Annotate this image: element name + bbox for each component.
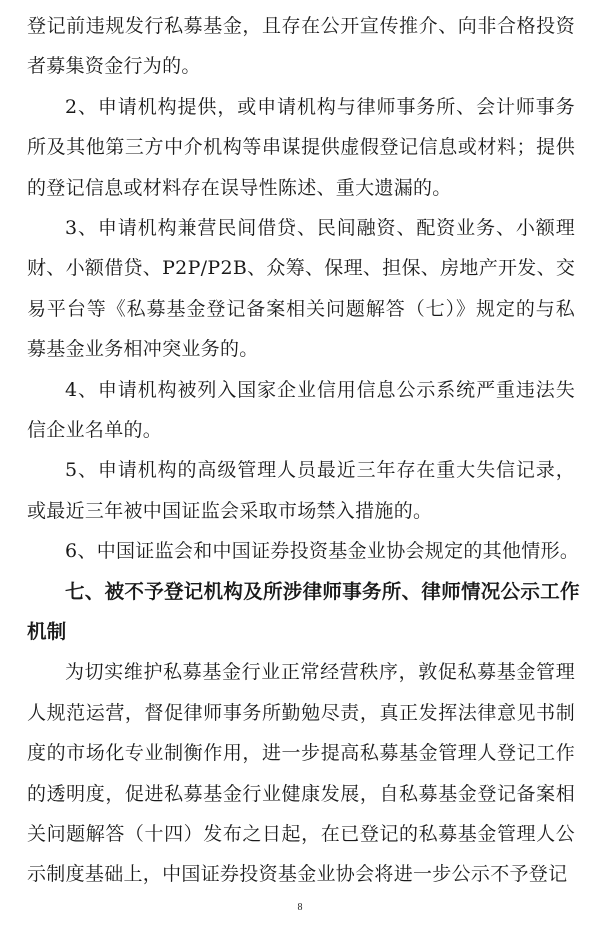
- text-line: 募基金业务相冲突业务的。: [27, 338, 259, 361]
- text-line: 关问题解答（十四）发布之日起，在已登记的私募基金管理人公: [27, 823, 575, 845]
- heading-line: 机制: [27, 620, 67, 643]
- text-line: 财、小额借贷、P2P/P2B、众筹、保理、担保、房地产开发、交: [27, 257, 576, 280]
- text-line: 所及其他第三方中介机构等串谋提供虚假登记信息或材料；提供: [27, 136, 575, 159]
- heading-line: 七、被不予登记机构及所涉律师事务所、律师情况公示工作: [65, 579, 580, 603]
- text-line: 4、申请机构被列入国家企业信用信息公示系统严重违法失: [65, 378, 575, 401]
- text-line: 或最近三年被中国证监会采取市场禁入措施的。: [27, 499, 433, 522]
- text-line: 示制度基础上，中国证券投资基金业协会将进一步公示不予登记: [27, 863, 568, 886]
- text-line: 易平台等《私募基金登记备案相关问题解答（七）》规定的与私: [27, 297, 575, 320]
- text-line: 登记前违规发行私募基金，且存在公开宣传推介、向非合格投资: [27, 15, 575, 37]
- page-number: 8: [297, 902, 303, 913]
- text-line: 人规范运营，督促律师事务所勤勉尽责，真正发挥法律意见书制: [27, 701, 575, 724]
- text-line: 的登记信息或材料存在误导性陈述、重大遗漏的。: [27, 176, 452, 199]
- text-line: 的透明度，促进私募基金行业健康发展，自私募基金登记备案相: [27, 782, 575, 805]
- text-line: 5、申请机构的高级管理人员最近三年存在重大失信记录，: [65, 459, 575, 482]
- text-line: 为切实维护私募基金行业正常经营秩序，敦促私募基金管理: [65, 661, 575, 684]
- text-line: 6、中国证监会和中国证券投资基金业协会规定的其他情形。: [65, 540, 580, 563]
- text-line: 信企业名单的。: [27, 419, 163, 441]
- text-line: 度的市场化专业制衡作用，进一步提高私募基金管理人登记工作: [27, 742, 575, 765]
- text-line: 2、申请机构提供，或申请机构与律师事务所、会计师事务: [65, 95, 575, 118]
- text-line: 3、申请机构兼营民间借贷、民间融资、配资业务、小额理: [65, 217, 575, 239]
- text-line: 者募集资金行为的。: [27, 55, 201, 78]
